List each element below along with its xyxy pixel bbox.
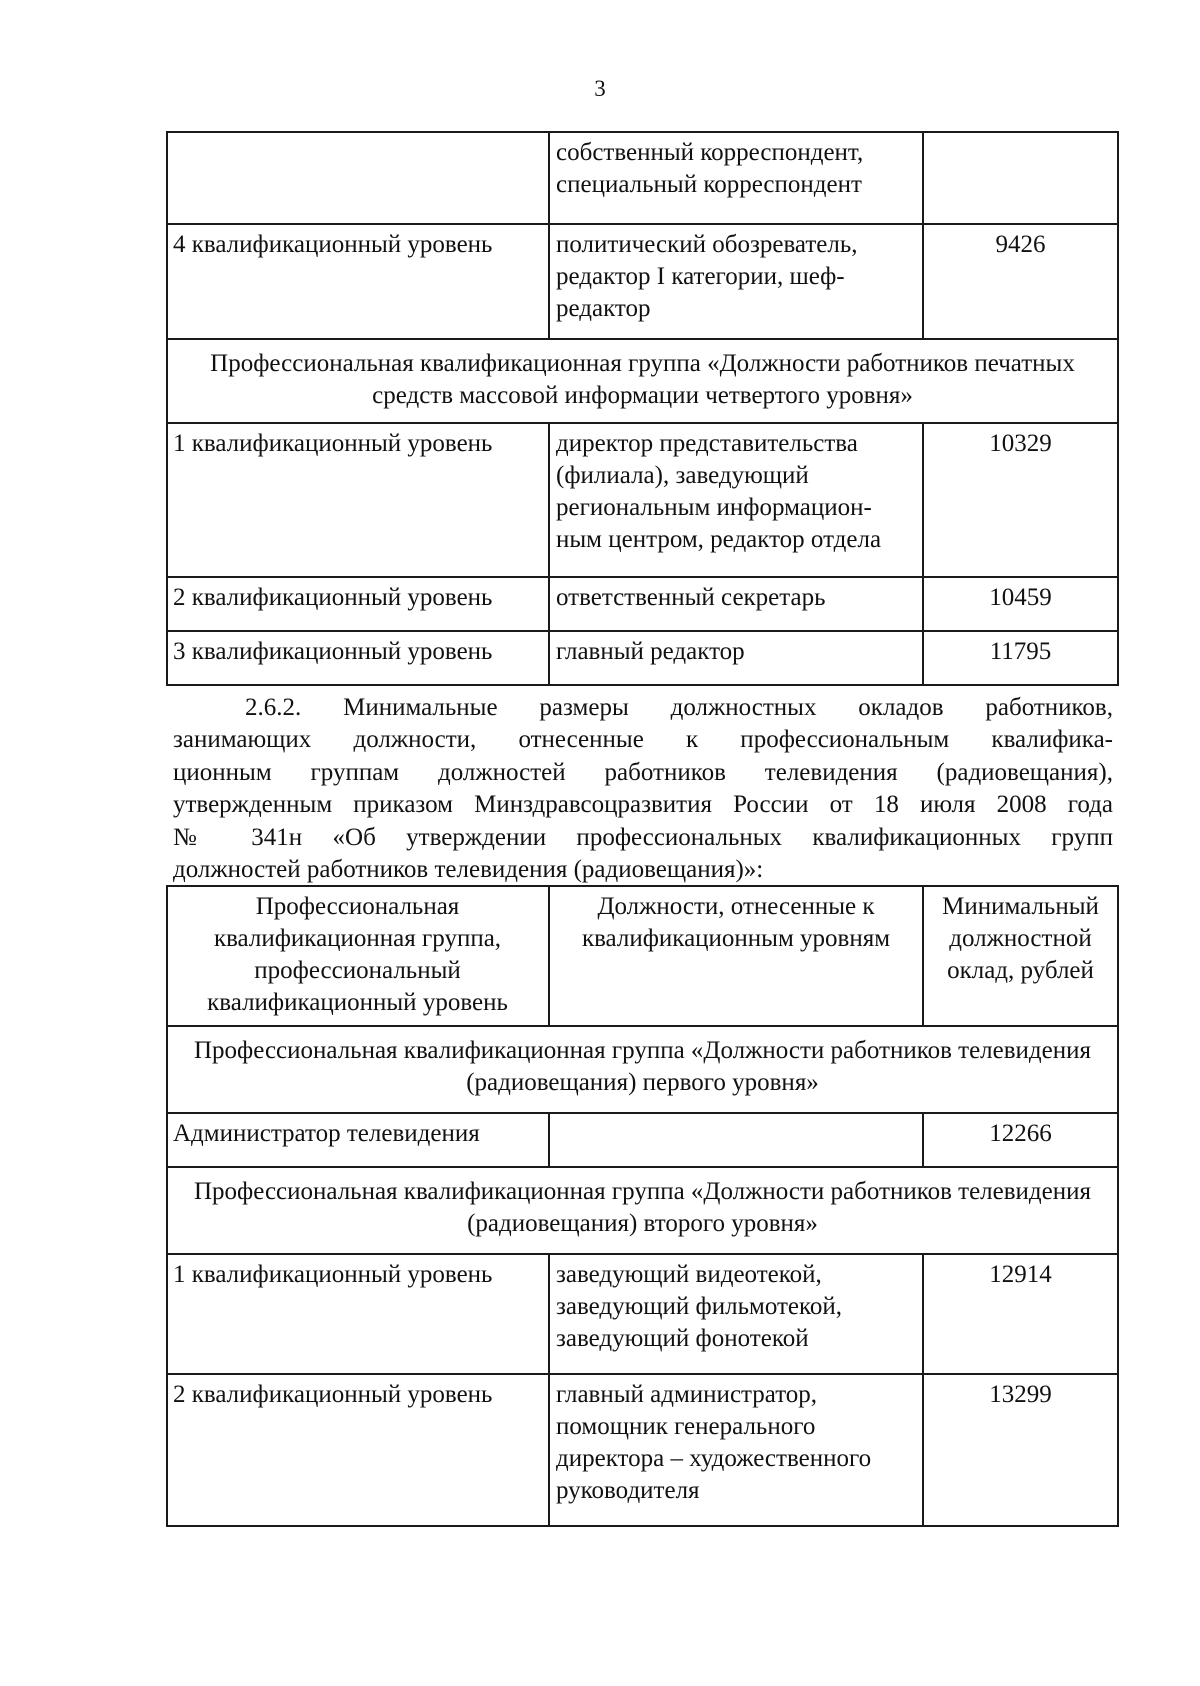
paragraph-2-6-2 [173, 692, 1113, 886]
page-number: 3 [594, 76, 606, 101]
salary-cell [923, 132, 1118, 224]
table-header-row [167, 886, 1118, 1026]
salary-cell: 12914 [923, 1254, 1118, 1374]
salary-cell: 13299 [923, 1374, 1118, 1526]
qualification-level-cell: Администратор телевидения [167, 1113, 549, 1167]
table-row [167, 1374, 1118, 1526]
paragraph-line: № 341н «Об утверждении профессиональных квалификационных групп [173, 823, 1113, 851]
qualification-level-cell [167, 132, 549, 224]
positions-cell: главный администратор, помощник генерального директора – художественного руководителя [549, 1374, 923, 1526]
group-heading-row [167, 1167, 1118, 1254]
positions-cell: заведующий видеотекой, заведующий фильмотекой, заведующий фонотекой [549, 1254, 923, 1374]
table-row [167, 577, 1118, 631]
positions-cell: главный редактор [549, 631, 923, 685]
paragraph-line: занимающих должности, отнесенные к профессиональным квалифика- [173, 726, 1113, 754]
group-heading-row [167, 1026, 1118, 1113]
paragraph-line: утвержденным приказом Минздравсоцразвития России от 18 июля 2008 года [173, 791, 1113, 819]
qualification-level-cell: 3 квалификационный уровень [167, 631, 549, 685]
table-row [167, 132, 1118, 224]
salary-cell: 10329 [923, 423, 1118, 577]
positions-cell [549, 1113, 923, 1167]
group-heading: Профессиональная квалификационная группа «Должности работников телевидения (радиовещания) второго уровня» [167, 1167, 1118, 1254]
table-row [167, 631, 1118, 685]
qualification-level-cell: 1 квалификационный уровень [167, 1254, 549, 1374]
salary-cell: 11795 [923, 631, 1118, 685]
column-header: Минимальный должностной оклад, рублей [923, 886, 1118, 1026]
positions-cell: директор представительства (филиала), заведующий региональным информацион-ным центром, редактор отдела [549, 423, 923, 577]
table-row [167, 423, 1118, 577]
paragraph-line: ционным группам должностей работников телевидения (радиовещания), [173, 758, 1113, 786]
qualification-level-cell: 2 квалификационный уровень [167, 1374, 549, 1526]
salary-table-television [166, 885, 1119, 1527]
table-row [167, 1254, 1118, 1374]
qualification-level-cell: 2 квалификационный уровень [167, 577, 549, 631]
salary-cell: 10459 [923, 577, 1118, 631]
group-heading: Профессиональная квалификационная группа «Должности работников телевидения (радиовещания) первого уровня» [167, 1026, 1118, 1113]
positions-cell: ответственный секретарь [549, 577, 923, 631]
column-header: Профессиональная квалификационная группа, профессиональный квалификационный уровень [167, 886, 549, 1026]
salary-cell: 12266 [923, 1113, 1118, 1167]
group-heading: Профессиональная квалификационная группа «Должности работников печатных средств массовой информации четвертого уровня» [167, 339, 1118, 423]
qualification-level-cell: 4 квалификационный уровень [167, 224, 549, 339]
salary-cell: 9426 [923, 224, 1118, 339]
positions-cell: собственный корреспондент, специальный корреспондент [549, 132, 923, 224]
qualification-level-cell: 1 квалификационный уровень [167, 423, 549, 577]
table-row [167, 1113, 1118, 1167]
paragraph-line: 2.6.2. Минимальные размеры должностных окладов работников, [245, 694, 1113, 721]
column-header: Должности, отнесенные к квалификационным уровням [549, 886, 923, 1026]
paragraph-line: должностей работников телевидения (радиовещания)»: [173, 856, 764, 884]
group-heading-row [167, 339, 1118, 423]
salary-table-print-media [166, 131, 1119, 686]
table-row [167, 224, 1118, 339]
positions-cell: политический обозреватель, редактор I категории, шеф-редактор [549, 224, 923, 339]
